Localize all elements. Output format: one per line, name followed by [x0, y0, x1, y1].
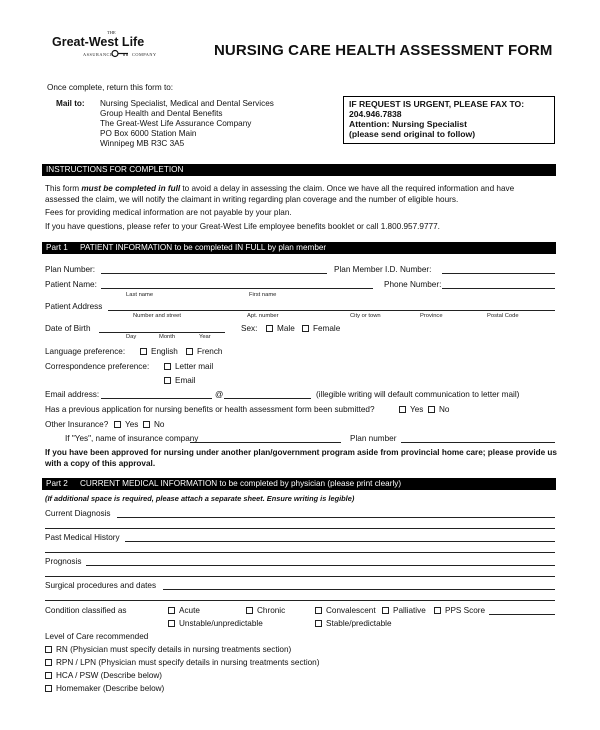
homemaker-label: Homemaker (Describe below) — [56, 684, 165, 693]
instructions-p1 — [45, 184, 555, 205]
mail-line-5: Winnipeg MB R3C 3A5 — [100, 139, 185, 148]
female-label: Female — [313, 324, 341, 333]
mail-label: Mail to: — [56, 99, 85, 108]
mail-line-4: PO Box 6000 Station Main — [100, 129, 197, 138]
chronic-checkbox[interactable] — [246, 607, 253, 614]
postal-caption: Postal Code — [487, 313, 519, 319]
unstable-label: Unstable/unpredictable — [179, 619, 263, 628]
logo-sub-right: COMPANY — [132, 52, 157, 57]
last-name-caption: Last name — [126, 292, 154, 298]
patient-address-label: Patient Address — [45, 302, 103, 311]
condition-pps[interactable] — [434, 606, 485, 615]
month-caption: Month — [159, 334, 176, 340]
member-id-field[interactable] — [442, 273, 555, 274]
convalescent-checkbox[interactable] — [315, 607, 322, 614]
part2-number: Part 2 — [46, 479, 68, 488]
other-ins-yes-checkbox[interactable] — [114, 421, 121, 428]
stable-label: Stable/predictable — [326, 619, 392, 628]
sex-female[interactable] — [302, 324, 340, 333]
member-id-label: Plan Member I.D. Number: — [334, 265, 432, 274]
rpn-label: RPN / LPN (Physician must specify details in nursing treatments section) — [56, 658, 320, 667]
instructions-header-text: INSTRUCTIONS FOR COMPLETION — [46, 165, 184, 174]
rn-label: RN (Physician must specify details in nursing treatments section) — [56, 645, 292, 654]
fax-attention: Attention: Nursing Specialist — [349, 119, 467, 129]
language-label: Language preference: — [45, 347, 126, 356]
letter-mail-label: Letter mail — [175, 362, 214, 371]
email-checkbox[interactable] — [164, 377, 171, 384]
palliative-checkbox[interactable] — [382, 607, 389, 614]
rpn-checkbox[interactable] — [45, 659, 52, 666]
pps-label: PPS Score — [445, 606, 486, 615]
other-insurance-label: Other Insurance? — [45, 420, 109, 429]
correspondence-email[interactable] — [164, 376, 195, 385]
p1-a: This form — [45, 184, 82, 193]
current-diagnosis-label: Current Diagnosis — [45, 509, 111, 518]
key-icon — [111, 49, 129, 58]
approval-note: If you have been approved for nursing under another plan/government program aside from provincial home care; please provide us with a copy of this approval. — [45, 448, 557, 468]
correspondence-letter[interactable] — [164, 362, 213, 371]
current-diagnosis-field[interactable] — [117, 517, 555, 518]
homemaker-checkbox[interactable] — [45, 685, 52, 692]
previous-yes-label: Yes — [410, 405, 424, 414]
other-ins-no-label: No — [154, 420, 165, 429]
plan-number2-field[interactable] — [401, 442, 555, 443]
part1-title — [80, 242, 326, 254]
illegible-note: (illegible writing will default communication to letter mail) — [316, 390, 520, 399]
plan-number-label: Plan Number: — [45, 265, 96, 274]
pps-checkbox[interactable] — [434, 607, 441, 614]
dob-field[interactable] — [99, 332, 225, 333]
sex-male[interactable] — [266, 324, 295, 333]
french-label: French — [197, 347, 223, 356]
province-caption: Province — [420, 313, 443, 319]
pps-score-field[interactable] — [489, 614, 555, 615]
day-caption: Day — [126, 334, 137, 340]
english-label: English — [151, 347, 178, 356]
logo-the: THE — [107, 30, 116, 35]
male-label: Male — [277, 324, 295, 333]
language-english[interactable] — [140, 347, 178, 356]
prognosis-field[interactable] — [86, 565, 555, 566]
instructions-header — [42, 164, 556, 176]
patient-name-field[interactable] — [101, 288, 373, 289]
year-caption: Year — [199, 334, 211, 340]
plan-number-field[interactable] — [101, 273, 327, 274]
at-sign: @ — [215, 390, 224, 399]
other-ins-yes[interactable] — [114, 420, 138, 429]
previous-app-question: Has a previous application for nursing benefits or health assessment form been submitted? — [45, 405, 375, 414]
part1-header — [42, 242, 556, 254]
mail-line-3: The Great-West Life Assurance Company — [100, 119, 252, 128]
acute-label: Acute — [179, 606, 200, 615]
past-history-field[interactable] — [125, 541, 555, 542]
letter-mail-checkbox[interactable] — [164, 363, 171, 370]
other-ins-no[interactable] — [143, 420, 164, 429]
surgical-field[interactable] — [163, 589, 555, 590]
convalescent-label: Convalescent — [326, 606, 376, 615]
form-title: NURSING CARE HEALTH ASSESSMENT FORM — [214, 42, 553, 59]
chronic-label: Chronic — [257, 606, 286, 615]
surgical-label: Surgical procedures and dates — [45, 581, 157, 590]
fax-line-1: IF REQUEST IS URGENT, PLEASE FAX TO: — [349, 99, 525, 109]
level-of-care-label: Level of Care recommended — [45, 632, 149, 641]
past-history-label: Past Medical History — [45, 533, 120, 542]
rn-checkbox[interactable] — [45, 646, 52, 653]
palliative-label: Palliative — [393, 606, 426, 615]
previous-no-checkbox[interactable] — [428, 406, 435, 413]
correspondence-label: Correspondence preference: — [45, 362, 150, 371]
current-diagnosis-field-2[interactable] — [45, 528, 555, 529]
logo-name: Great-West Life — [52, 35, 145, 49]
condition-unstable[interactable] — [168, 619, 263, 628]
p1-d: assessed the claim, we will notify the claimant in writing regarding plan coverage and the number of eligible hours. — [45, 194, 459, 204]
english-checkbox[interactable] — [140, 348, 147, 355]
fax-box — [343, 96, 555, 144]
condition-chronic[interactable] — [246, 606, 285, 615]
female-checkbox[interactable] — [302, 325, 309, 332]
previous-yes[interactable] — [399, 405, 423, 414]
previous-no[interactable] — [428, 405, 449, 414]
p1-c: to avoid a delay in assessing the claim. Once we have all the required information and have — [180, 184, 515, 193]
email-domain-field[interactable] — [224, 398, 311, 399]
apt-caption: Apt. number — [247, 313, 279, 319]
p1-b: must be completed in full — [81, 184, 181, 193]
language-french[interactable] — [186, 347, 222, 356]
french-checkbox[interactable] — [186, 348, 193, 355]
past-history-field-2[interactable] — [45, 552, 555, 553]
condition-acute[interactable] — [168, 606, 200, 615]
logo-sub-left: ASSURANCE — [83, 52, 114, 57]
first-name-caption: First name — [249, 292, 277, 298]
level-rpn[interactable] — [45, 658, 319, 667]
logo — [50, 30, 190, 66]
prognosis-field-2[interactable] — [45, 576, 555, 577]
dob-label: Date of Birth — [45, 324, 91, 333]
condition-stable[interactable] — [315, 619, 392, 628]
patient-address-field[interactable] — [108, 310, 555, 311]
stable-checkbox[interactable] — [315, 620, 322, 627]
condition-label: Condition classified as — [45, 606, 127, 615]
number-street-caption: Number and street — [133, 313, 182, 319]
other-ins-no-checkbox[interactable] — [143, 421, 150, 428]
acute-checkbox[interactable] — [168, 607, 175, 614]
city-caption: City or town — [350, 313, 381, 319]
fax-line-4: (please send original to follow) — [349, 129, 476, 139]
unstable-checkbox[interactable] — [168, 620, 175, 627]
surgical-field-2[interactable] — [45, 600, 555, 601]
email-local-field[interactable] — [101, 398, 212, 399]
mail-line-2: Group Health and Dental Benefits — [100, 109, 223, 118]
fax-number: 204.946.7838 — [349, 109, 402, 119]
instructions-p3: If you have questions, please refer to your Great-West Life employee benefits booklet or call 1.800.957.9777. — [45, 222, 440, 231]
level-hca[interactable] — [45, 671, 162, 680]
part1-number: Part 1 — [46, 243, 68, 252]
male-checkbox[interactable] — [266, 325, 273, 332]
return-note: Once complete, return this form to: — [47, 83, 174, 92]
phone-label: Phone Number: — [384, 280, 442, 289]
insurance-company-field[interactable] — [190, 442, 341, 443]
additional-space-note: (If additional space is required, please attach a separate sheet. Ensure writing is legible) — [45, 494, 355, 503]
if-yes-label: If "Yes", name of insurance company — [65, 434, 199, 443]
mail-line-1: Nursing Specialist, Medical and Dental Services — [100, 99, 274, 108]
instructions-p2: Fees for providing medical information are not payable by your plan. — [45, 208, 292, 217]
part2-title-text: CURRENT MEDICAL INFORMATION — [80, 479, 218, 488]
part2-note: to be completed by physician (please print clearly) — [217, 479, 402, 488]
level-homemaker[interactable] — [45, 684, 164, 693]
sex-label: Sex: — [241, 324, 258, 333]
email-address-label: Email address: — [45, 390, 100, 399]
hca-checkbox[interactable] — [45, 672, 52, 679]
plan-number2-label: Plan number — [350, 434, 397, 443]
condition-convalescent[interactable] — [315, 606, 376, 615]
part1-title-text: PATIENT INFORMATION — [80, 243, 173, 252]
previous-yes-checkbox[interactable] — [399, 406, 406, 413]
part2-header — [42, 478, 556, 490]
prognosis-label: Prognosis — [45, 557, 82, 566]
phone-field[interactable] — [442, 288, 555, 289]
part2-title — [80, 478, 401, 490]
other-ins-yes-label: Yes — [125, 420, 139, 429]
hca-label: HCA / PSW (Describe below) — [56, 671, 163, 680]
email-pref-label: Email — [175, 376, 196, 385]
part1-note: to be completed IN FULL by plan member — [172, 243, 327, 252]
previous-no-label: No — [439, 405, 450, 414]
level-rn[interactable] — [45, 645, 291, 654]
patient-name-label: Patient Name: — [45, 280, 97, 289]
condition-palliative[interactable] — [382, 606, 426, 615]
